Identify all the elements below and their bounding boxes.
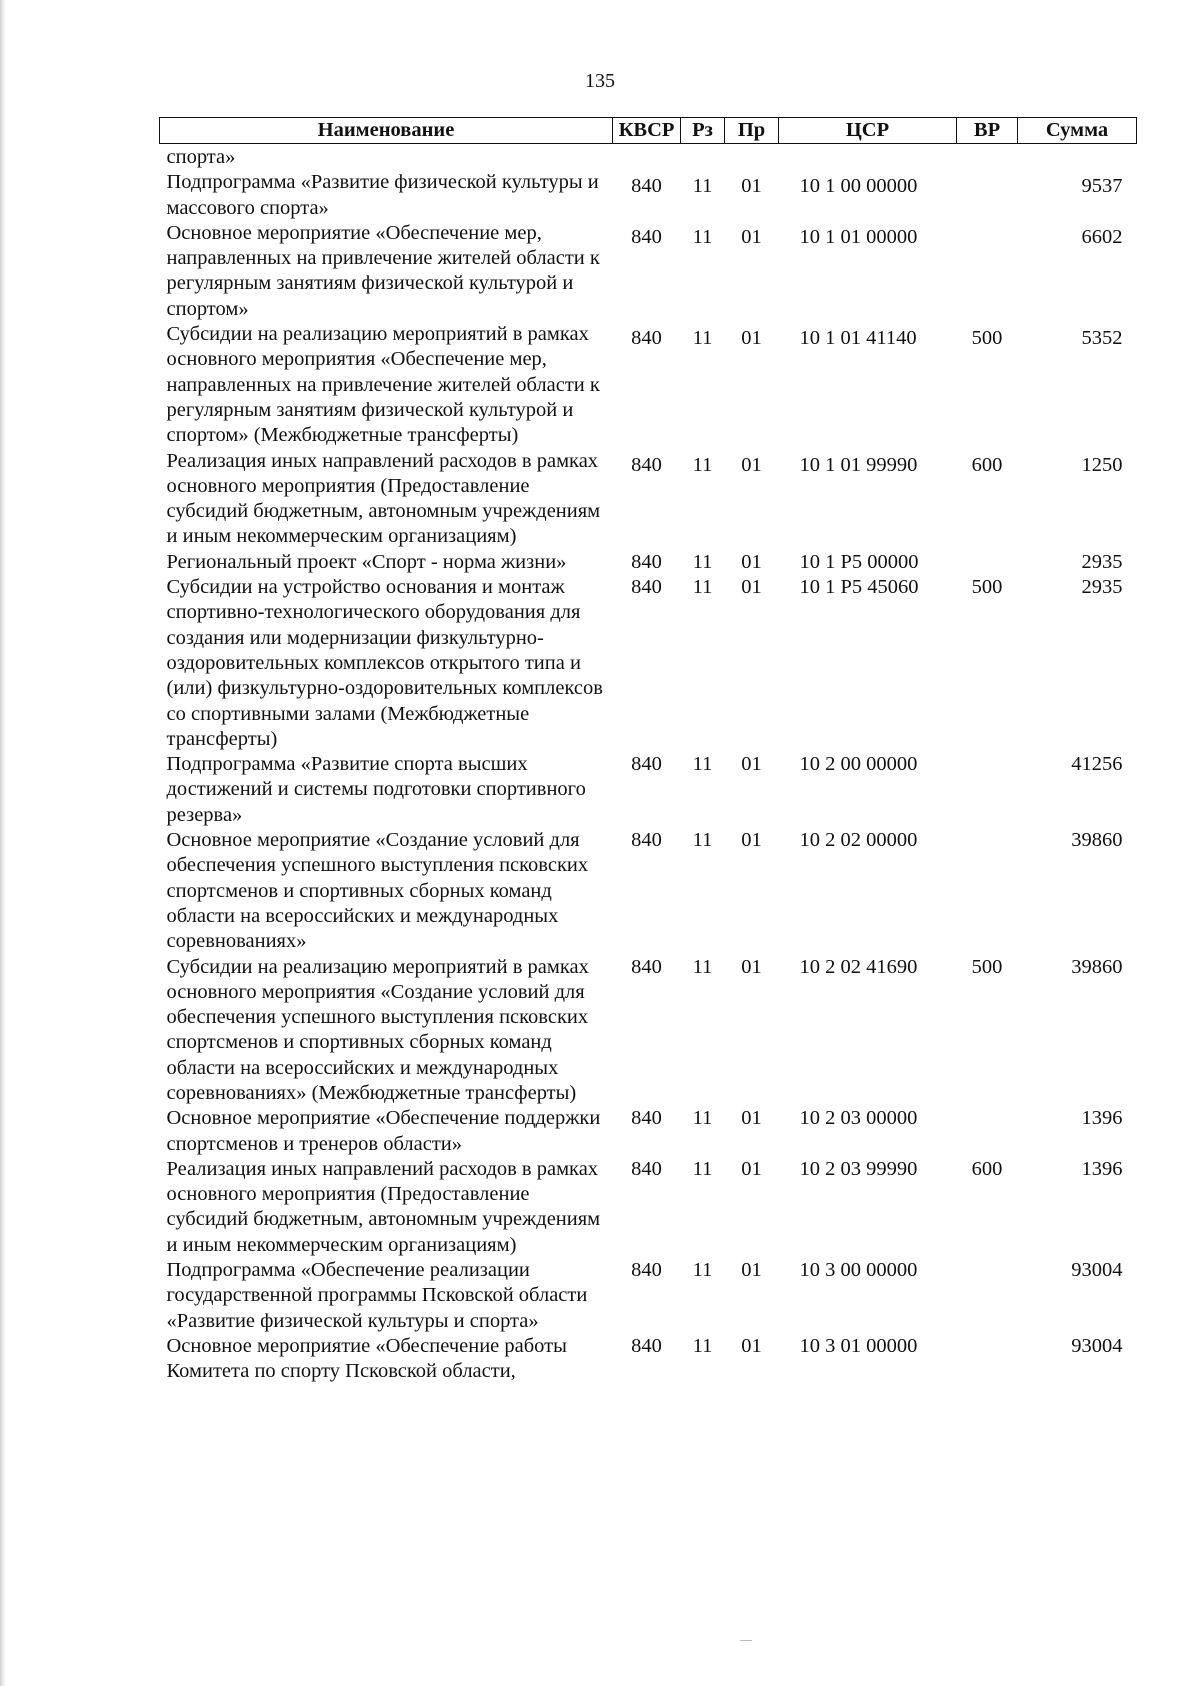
table-row	[160, 221, 1137, 322]
row-pr: 01	[741, 955, 762, 978]
row-csr: 10 1 01 41140	[799, 327, 917, 350]
row-pr: 01	[741, 829, 762, 852]
row-rz: 11	[692, 1107, 713, 1130]
table-row	[160, 170, 1137, 221]
row-sum: 1250	[1081, 453, 1123, 476]
table-row-continuation	[160, 144, 1137, 171]
table-row	[160, 1258, 1137, 1334]
row-kvsr: 840	[631, 175, 662, 198]
row-rz: 11	[692, 175, 713, 198]
row-name: Реализация иных направлений расходов в рамках основного мероприятия (Предоставление субсидий бюджетным, автономным учреждениям и иным некоммерческим организациям)	[166, 1157, 601, 1256]
scan-edge	[0, 0, 6, 1686]
header-sum: Сумма	[1018, 118, 1137, 144]
scan-artifact-divider	[740, 1640, 752, 1641]
row-name: Подпрограмма «Развитие физической культуры и массового спорта»	[166, 171, 599, 219]
row-csr: 10 1 P5 00000	[799, 550, 919, 573]
row-pr: 01	[741, 225, 762, 248]
row-csr: 10 1 01 00000	[799, 225, 918, 248]
row-rz: 11	[692, 576, 713, 599]
row-rz: 11	[692, 753, 713, 776]
row-csr: 10 3 01 00000	[799, 1334, 918, 1357]
row-sum: 1396	[1081, 1107, 1123, 1130]
row-kvsr: 840	[631, 576, 662, 599]
row-rz: 11	[692, 550, 713, 573]
table-row	[160, 955, 1137, 1107]
row-vr	[957, 170, 1018, 221]
row-kvsr: 840	[631, 225, 662, 248]
row-name: Реализация иных направлений расходов в рамках основного мероприятия (Предоставление субсидий бюджетным, автономным учреждениям и иным некоммерческим организациям)	[166, 449, 601, 548]
row-pr: 01	[741, 175, 762, 198]
row-name: Основное мероприятие «Обеспечение поддержки спортсменов и тренеров области»	[166, 1107, 601, 1155]
row-sum: 5352	[1081, 327, 1123, 350]
header-pr: Пр	[725, 118, 779, 144]
row-kvsr: 840	[631, 1259, 662, 1282]
row-kvsr: 840	[631, 753, 662, 776]
budget-table	[159, 117, 1137, 1385]
table-row	[160, 828, 1137, 954]
row-vr	[957, 550, 1018, 575]
row-kvsr: 840	[631, 955, 662, 978]
page-number: 135	[585, 70, 615, 92]
row-name: Региональный проект «Спорт - норма жизни»	[166, 550, 567, 573]
row-name: Субсидии на реализацию мероприятий в рамках основного мероприятия «Обеспечение мер, направленных на привлечение жителей области к регулярным занятиям физической культурой и спортом» (Межбюджетные трансферты)	[166, 323, 600, 447]
row-pr: 01	[741, 453, 762, 476]
table-row	[160, 449, 1137, 550]
row-pr: 01	[741, 1259, 762, 1282]
table-row	[160, 1334, 1137, 1385]
row-rz: 11	[692, 829, 713, 852]
row-kvsr: 840	[631, 1334, 662, 1357]
table-header	[160, 118, 1137, 144]
row-rz: 11	[692, 1259, 713, 1282]
row-csr: 10 1 P5 45060	[799, 576, 919, 599]
row-csr: 10 2 03 00000	[799, 1107, 918, 1130]
row-kvsr: 840	[631, 327, 662, 350]
row-sum: 6602	[1081, 225, 1123, 248]
table-row	[160, 1157, 1137, 1258]
row-sum: 1396	[1081, 1157, 1123, 1180]
row-csr: 10 2 03 99990	[799, 1157, 918, 1180]
row-name: спорта»	[166, 146, 236, 168]
row-csr: 10 2 00 00000	[799, 753, 918, 776]
row-vr: 500	[971, 576, 1003, 599]
header-name: Наименование	[160, 118, 613, 144]
row-rz: 11	[692, 225, 713, 248]
row-sum: 93004	[1071, 1259, 1123, 1282]
row-sum: 2935	[1081, 576, 1123, 599]
table-row	[160, 322, 1137, 448]
row-pr: 01	[741, 1107, 762, 1130]
row-csr: 10 1 00 00000	[799, 175, 918, 198]
row-name: Основное мероприятие «Создание условий для обеспечения успешного выступления псковских спортсменов и спортивных сборных команд области на всероссийских и международных соревнованиях»	[166, 829, 589, 953]
row-pr: 01	[741, 576, 762, 599]
row-pr: 01	[741, 327, 762, 350]
row-sum: 2935	[1081, 550, 1123, 573]
row-kvsr: 840	[631, 1107, 662, 1130]
row-vr	[957, 1334, 1018, 1385]
row-rz: 11	[692, 327, 713, 350]
row-vr: 500	[971, 955, 1003, 978]
row-kvsr: 840	[631, 1157, 662, 1180]
row-kvsr: 840	[631, 829, 662, 852]
row-pr: 01	[741, 550, 762, 573]
table-row	[160, 575, 1137, 752]
row-pr: 01	[741, 1334, 762, 1357]
row-kvsr: 840	[631, 550, 662, 573]
row-name: Субсидии на реализацию мероприятий в рамках основного мероприятия «Создание условий для обеспечения успешного выступления псковских спортсменов и спортивных сборных команд области на всероссийских и международных соревнованиях» (Межбюджетные трансферты)	[166, 955, 589, 1104]
table-row	[160, 752, 1137, 828]
row-sum: 39860	[1071, 955, 1123, 978]
row-name: Подпрограмма «Развитие спорта высших достижений и системы подготовки спортивного резерва»	[166, 753, 586, 826]
table-row	[160, 1106, 1137, 1157]
table-row	[160, 550, 1137, 575]
row-pr: 01	[741, 753, 762, 776]
header-csr: ЦСР	[779, 118, 957, 144]
header-vr: ВР	[957, 118, 1018, 144]
row-name: Субсидии на устройство основания и монтаж спортивно-технологического оборудования для создания или модернизации физкультурно-оздоровительных комплексов открытого типа и (или) физкультурно-оздоровительных комплексов со спортивными залами (Межбюджетные трансферты)	[166, 576, 603, 750]
row-kvsr: 840	[631, 453, 662, 476]
row-csr: 10 3 00 00000	[799, 1259, 918, 1282]
row-csr: 10 2 02 00000	[799, 829, 918, 852]
row-sum: 39860	[1071, 829, 1123, 852]
row-vr	[957, 1106, 1018, 1157]
row-csr: 10 2 02 41690	[799, 955, 918, 978]
header-kvsr: КВСР	[613, 118, 681, 144]
row-sum: 41256	[1071, 753, 1123, 776]
row-rz: 11	[692, 955, 713, 978]
row-name: Основное мероприятие «Обеспечение работы Комитета по спорту Псковской области,	[166, 1334, 567, 1383]
table-body	[160, 144, 1137, 1385]
row-vr	[957, 1258, 1018, 1334]
row-vr	[957, 828, 1018, 954]
row-rz: 11	[692, 1334, 713, 1357]
row-name: Подпрограмма «Обеспечение реализации государственной программы Псковской области «Развитие физической культуры и спорта»	[166, 1259, 588, 1332]
row-vr: 500	[971, 327, 1003, 350]
row-rz: 11	[692, 453, 713, 476]
row-rz: 11	[692, 1157, 713, 1180]
row-vr	[957, 221, 1018, 322]
row-vr	[957, 752, 1018, 828]
row-vr: 600	[971, 1157, 1003, 1180]
row-sum: 9537	[1081, 175, 1123, 198]
row-name: Основное мероприятие «Обеспечение мер, направленных на привлечение жителей области к регулярным занятиям физической культурой и спортом»	[166, 221, 600, 320]
row-csr: 10 1 01 99990	[799, 453, 918, 476]
row-pr: 01	[741, 1157, 762, 1180]
row-sum: 93004	[1071, 1334, 1123, 1357]
header-rz: Рз	[681, 118, 725, 144]
row-vr: 600	[971, 453, 1003, 476]
